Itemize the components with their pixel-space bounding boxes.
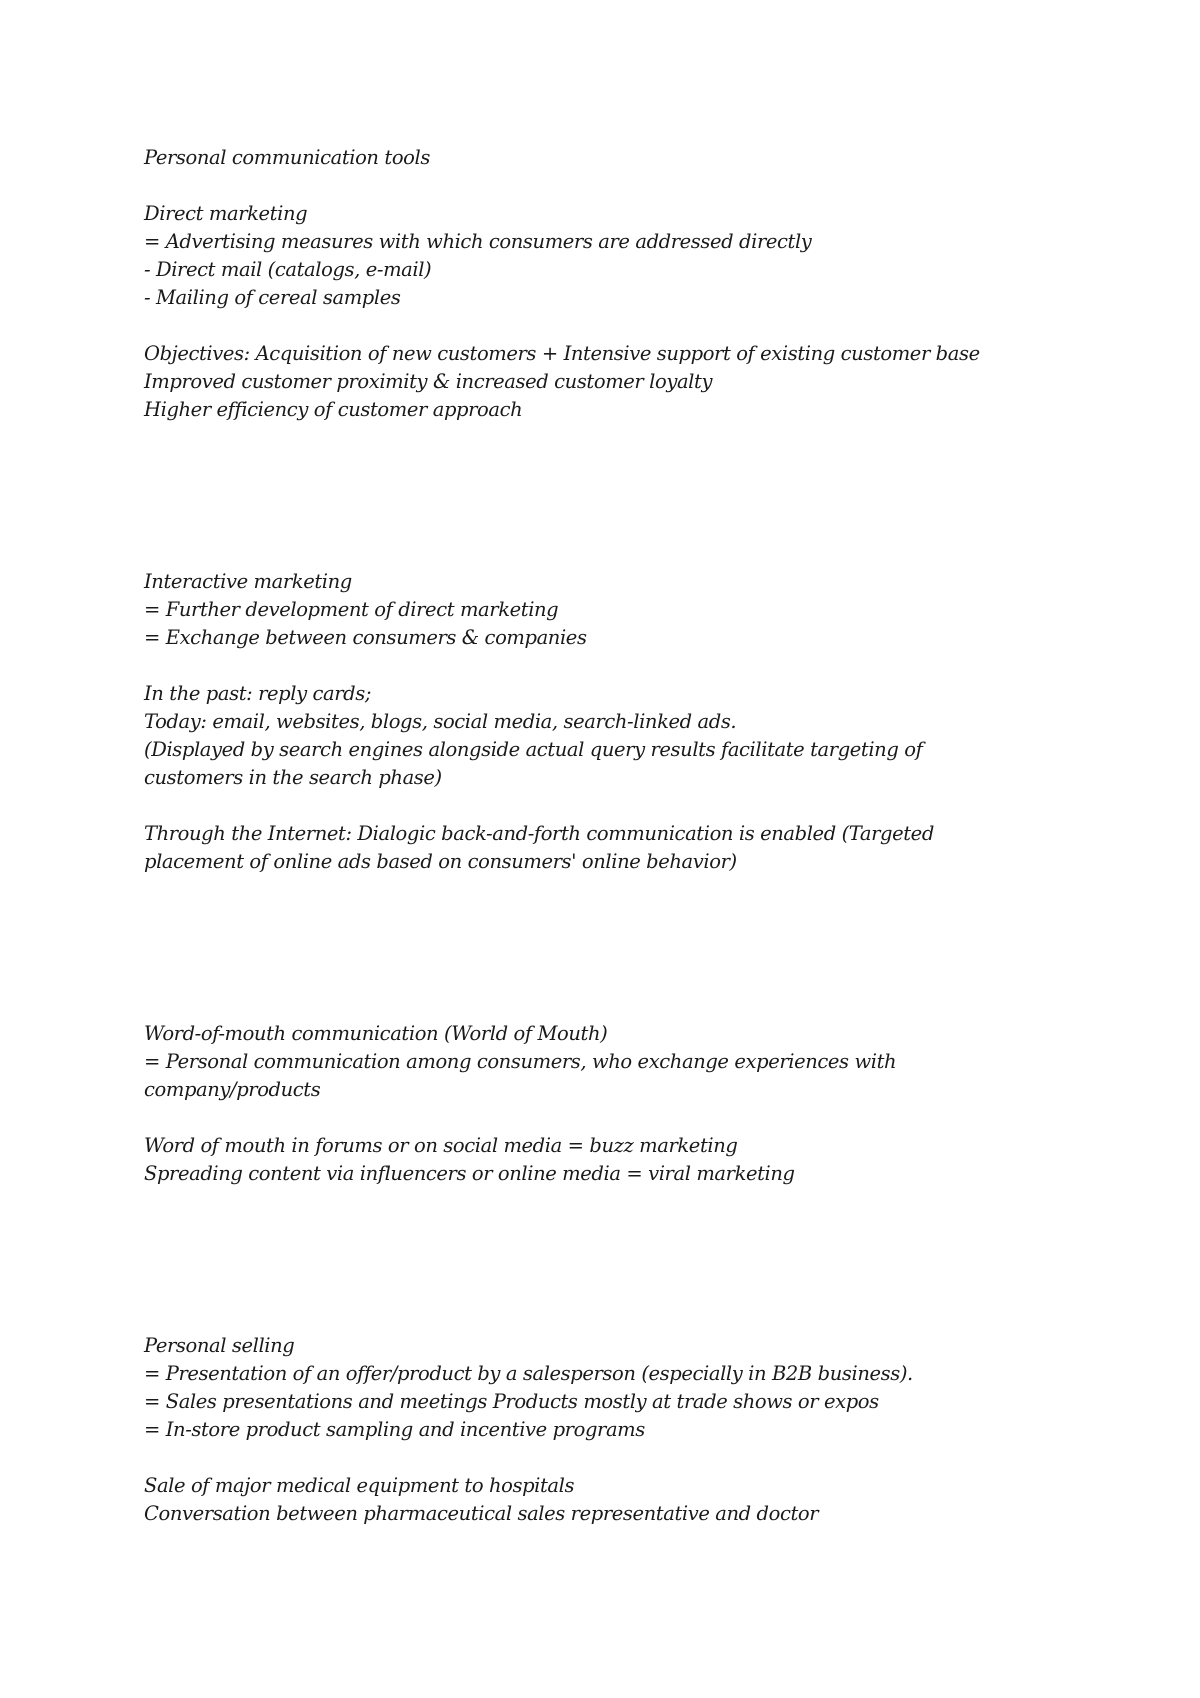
direct-marketing-line: = Advertising measures with which consumers are addressed directly [144,230,812,253]
word-of-mouth-line: company/products [144,1078,321,1101]
personal-selling-line: = Sales presentations and meetings Products mostly at trade shows or expos [144,1390,879,1413]
personal-selling-example: Conversation between pharmaceutical sales representative and doctor [144,1502,819,1525]
interactive-marketing-line: = Further development of direct marketing [144,598,559,621]
direct-marketing-objective: Higher efficiency of customer approach [144,398,523,421]
section-heading-word-of-mouth: Word-of-mouth communication (World of Mouth) [144,1022,608,1045]
interactive-marketing-internet: placement of online ads based on consumers' online behavior) [144,850,737,873]
direct-marketing-line: - Mailing of cereal samples [144,286,401,309]
document-title: Personal communication tools [144,146,430,169]
personal-selling-line: = In-store product sampling and incentive programs [144,1418,645,1441]
word-of-mouth-type: Word of mouth in forums or on social media = buzz marketing [144,1134,738,1157]
interactive-marketing-example: Today: email, websites, blogs, social media, search-linked ads. [144,710,737,733]
interactive-marketing-example: In the past: reply cards; [144,682,372,705]
interactive-marketing-example: customers in the search phase) [144,766,442,789]
word-of-mouth-type: Spreading content via influencers or online media = viral marketing [144,1162,795,1185]
personal-selling-line: = Presentation of an offer/product by a salesperson (especially in B2B business). [144,1362,913,1385]
interactive-marketing-example: (Displayed by search engines alongside actual query results facilitate targeting of [144,738,923,761]
section-heading-personal-selling: Personal selling [144,1334,295,1357]
interactive-marketing-line: = Exchange between consumers & companies [144,626,587,649]
section-heading-interactive-marketing: Interactive marketing [144,570,352,593]
section-heading-direct-marketing: Direct marketing [144,202,308,225]
direct-marketing-objective: Improved customer proximity & increased customer loyalty [144,370,713,393]
direct-marketing-objective: Objectives: Acquisition of new customers + Intensive support of existing customer base [144,342,980,365]
word-of-mouth-line: = Personal communication among consumers, who exchange experiences with [144,1050,897,1073]
personal-selling-example: Sale of major medical equipment to hospitals [144,1474,575,1497]
interactive-marketing-internet: Through the Internet: Dialogic back-and-forth communication is enabled (Targeted [144,822,934,845]
direct-marketing-line: - Direct mail (catalogs, e-mail) [144,258,432,281]
